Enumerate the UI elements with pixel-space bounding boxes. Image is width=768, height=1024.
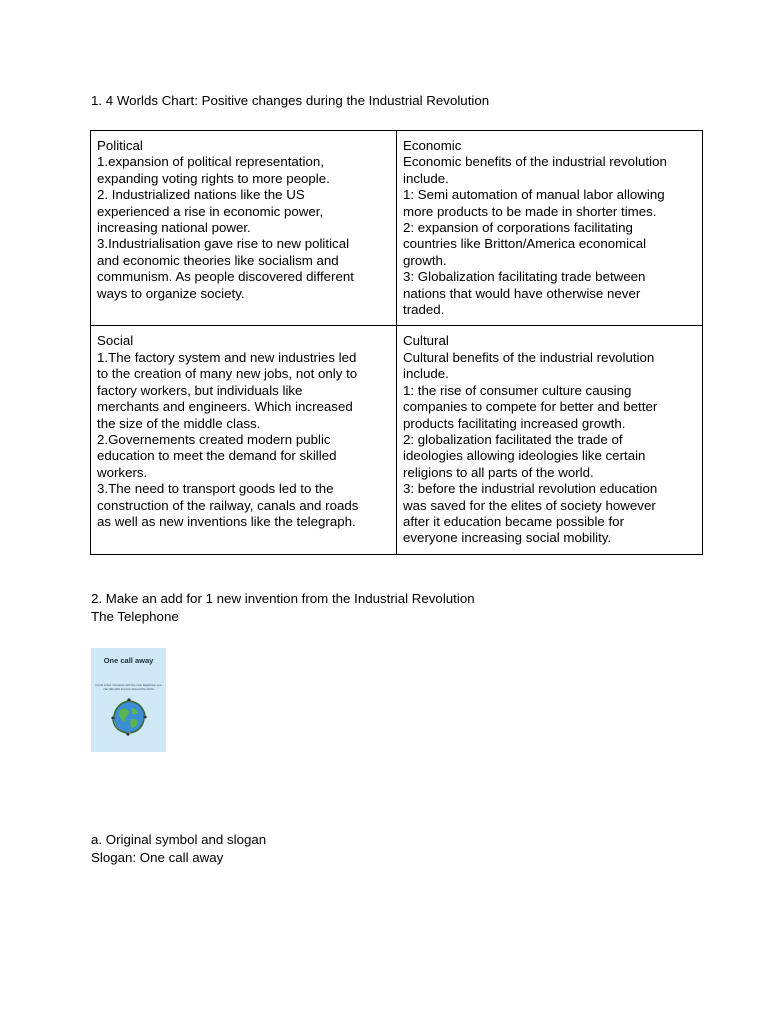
cell-line: ways to organize society. [97,285,245,301]
cell-line: 3: before the industrial revolution education [403,481,658,497]
cultural-title: Cultural [403,333,449,349]
cell-line: increasing national power. [97,220,251,236]
social-lines [97,350,391,530]
cell-line: 1.The factory system and new industries led [97,349,357,365]
cell-line: include. [403,366,449,382]
slogan-text: Slogan: One call away [91,850,224,865]
cell-line: countries like Britton/America economical [403,236,647,252]
cell-line: include. [403,170,449,186]
social-cell [91,326,397,554]
cell-line: 2: expansion of corporations facilitating [403,220,633,236]
cell-line: 2. Industrialized nations like the US [97,187,305,203]
cell-line: 2.Governements created modern public [97,431,331,447]
cell-line: 1: the rise of consumer culture causing [403,382,632,398]
cell-line: merchants and engineers. Which increased [97,399,353,415]
cell-line: workers. [97,464,148,480]
cell-line: 2: globalization facilitated the trade of [403,431,623,447]
cell-line: was saved for the elites of society however [403,497,656,513]
cell-line: Economic benefits of the industrial revolution [403,154,667,170]
cell-line: after it education became possible for [403,513,625,529]
cell-line: the size of the middle class. [97,415,261,431]
cell-line: expanding voting rights to more people. [97,170,330,186]
political-cell [91,131,397,326]
cell-line: ideologies allowing ideologies like certain [403,448,646,464]
cell-line: communism. As people discovered different [97,269,354,285]
question-1-heading: 1. 4 Worlds Chart: Positive changes during the Industrial Revolution [91,93,490,108]
cell-line: religions to all parts of the world. [403,464,594,480]
economic-cell [397,131,703,326]
four-worlds-chart [90,130,703,555]
cell-line: companies to compete for better and better [403,399,658,415]
earth-globe-icon [108,696,150,738]
cell-line: 3: Globalization facilitating trade between [403,269,646,285]
economic-title: Economic [403,138,462,153]
cell-line: nations that would have otherwise never [403,285,641,301]
cell-line: 3.Industrialisation gave rise to new political [97,236,350,252]
cell-line: growth. [403,252,447,268]
cell-line: 3.The need to transport goods led to the [97,481,334,497]
question-a-heading: a. Original symbol and slogan [91,832,267,847]
political-lines [97,154,391,302]
ad-subtitle: in just a few moments with the new telephone you can talk with anyone around the world [95,683,162,691]
cell-line: everyone increasing social mobility. [403,530,612,546]
telephone-advertisement [91,648,166,752]
invention-name: The Telephone [91,609,179,624]
political-title: Political [97,138,143,153]
economic-lines [403,154,697,318]
cell-line: factory workers, but individuals like [97,382,303,398]
cell-line: products facilitating increased growth. [403,415,626,431]
cell-line: education to meet the demand for skilled [97,448,337,464]
cell-line: to the creation of many new jobs, not only to [97,366,358,382]
question-2-heading: 2. Make an add for 1 new invention from the Industrial Revolution [91,591,475,606]
cell-line: 1: Semi automation of manual labor allowing [403,187,665,203]
cultural-lines [403,350,697,547]
cultural-cell [397,326,703,554]
ad-title: One call away [103,656,154,665]
social-title: Social [97,333,134,349]
cell-line: experienced a rise in economic power, [97,203,324,219]
cell-line: traded. [403,302,445,318]
cell-line: as well as new inventions like the telegraph. [97,513,356,529]
cell-line: Cultural benefits of the industrial revolution [403,349,655,365]
cell-line: 1.expansion of political representation, [97,154,324,170]
cell-line: more products to be made in shorter times. [403,203,657,219]
cell-line: and economic theories like socialism and [97,252,339,268]
cell-line: construction of the railway, canals and roads [97,497,359,513]
